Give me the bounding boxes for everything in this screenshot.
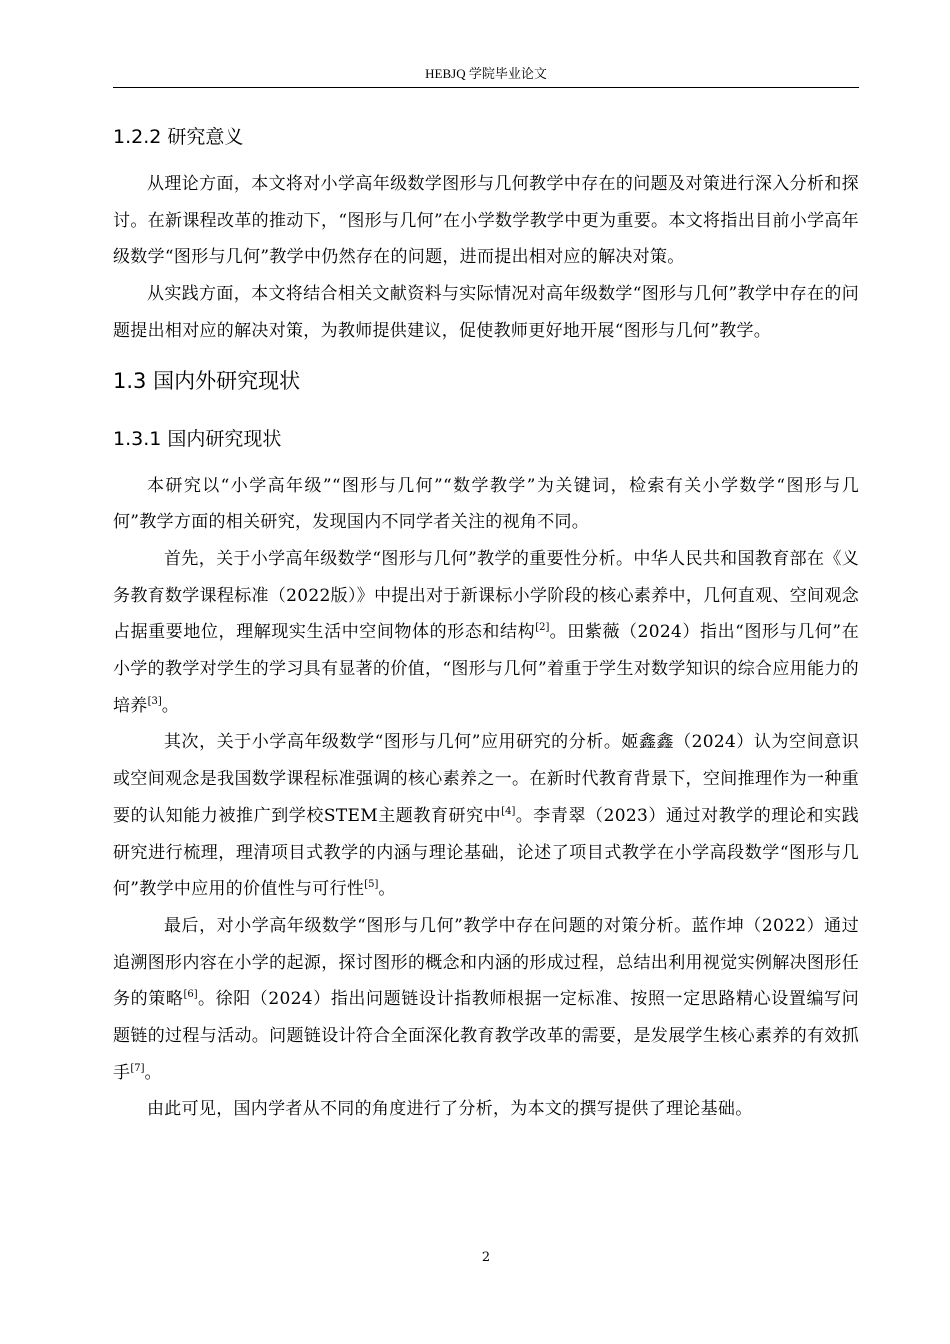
citation-2: [2] (535, 622, 550, 634)
paragraph-countermeasures-text-3: 。 (144, 1062, 162, 1083)
paragraph-importance (113, 541, 859, 725)
paragraph-keywords: 本研究以“小学高年级”“图形与几何”“数学教学”为关键词，检索有关小学数学“图形与几何”教学方面的相关研究，发现国内不同学者关注的视角不同。 (113, 475, 859, 533)
paragraph-importance-text-1: 首先，关于小学高年级数学“图形与几何”教学的重要性分析。中华人民共和国教育部在《义务教育数学课程标准（2022版）》中提出对于新课标小学阶段的核心素养中，几何直观、空间观念占据重要地位，理解现实生活中空间物体的形态和结构 (113, 548, 859, 643)
citation-6: [6] (183, 989, 198, 1001)
paragraph-importance-text-2: 。田紫薇（2024）指出“图形与几何”在小学的教学对学生的学习具有显著的价值，“图形与几何”着重于学生对数学知识的综合应用能力的培养 (113, 622, 859, 716)
paragraph-countermeasures-text-2: 。徐阳（2024）指出问题链设计指教师根据一定标准、按照一定思路精心设置编写问题链的过程与活动。问题链设计符合全面深化教育教学改革的需要，是发展学生核心素养的有效抓手 (113, 989, 859, 1083)
heading-1-3-1: 1.3.1 国内研究现状 (113, 427, 282, 450)
header-rule (113, 87, 859, 88)
citation-5: [5] (364, 879, 379, 891)
citation-4: [4] (501, 805, 516, 817)
paragraph-practice: 从实践方面，本文将结合相关文献资料与实际情况对高年级数学“图形与几何”教学中存在的问题提出相对应的解决对策，为教师提供建议，促使教师更好地开展“图形与几何”教学。 (113, 284, 859, 341)
heading-1-2-2: 1.2.2 研究意义 (113, 126, 244, 148)
body-text (113, 119, 859, 1128)
citation-3: [3] (147, 695, 162, 707)
paragraph-application-text-2: 。李青翠（2023）通过对教学的理论和实践研究进行梳理，理清项目式教学的内涵与理论基础，论述了项目式教学在小学高段数学“图形与几何”教学中应用的价值性与可行性 (113, 805, 859, 900)
paragraph-countermeasures (113, 908, 859, 1092)
citation-7: [7] (130, 1062, 145, 1074)
running-header: HEBJQ 学院毕业论文 (425, 66, 547, 81)
paragraph-application (113, 724, 859, 908)
paragraph-theory: 从理论方面，本文将对小学高年级数学图形与几何教学中存在的问题及对策进行深入分析和探讨。在新课程改革的推动下，“图形与几何”在小学数学教学中更为重要。本文将指出目前小学高年级数学“图形与几何”教学中仍然存在的问题，进而提出相对应的解决对策。 (113, 174, 859, 268)
paragraph-importance-text-3: 。 (161, 695, 180, 716)
paragraph-application-text-3: 。 (378, 879, 396, 900)
paragraph-conclusion: 由此可见，国内学者从不同的角度进行了分析，为本文的撰写提供了理论基础。 (147, 1099, 753, 1120)
page-number: 2 (481, 1250, 491, 1265)
paragraph-application-text-1: 其次，关于小学高年级数学“图形与几何”应用研究的分析。姬鑫鑫（2024）认为空间意识或空间观念是我国数学课程标准强调的核心素养之一。在新时代教育背景下，空间推理作为一种重要的认知能力被推广到学校STEM主题教育研究中 (113, 732, 859, 826)
paragraph-countermeasures-text-1: 最后，对小学高年级数学“图形与几何”教学中存在问题的对策分析。蓝作坤（2022）通过追溯图形内容在小学的起源，探讨图形的概念和内涵的形成过程，总结出利用视觉实例解决图形任务的策略 (113, 915, 859, 1010)
heading-1-3: 1.3 国内外研究现状 (113, 368, 301, 393)
